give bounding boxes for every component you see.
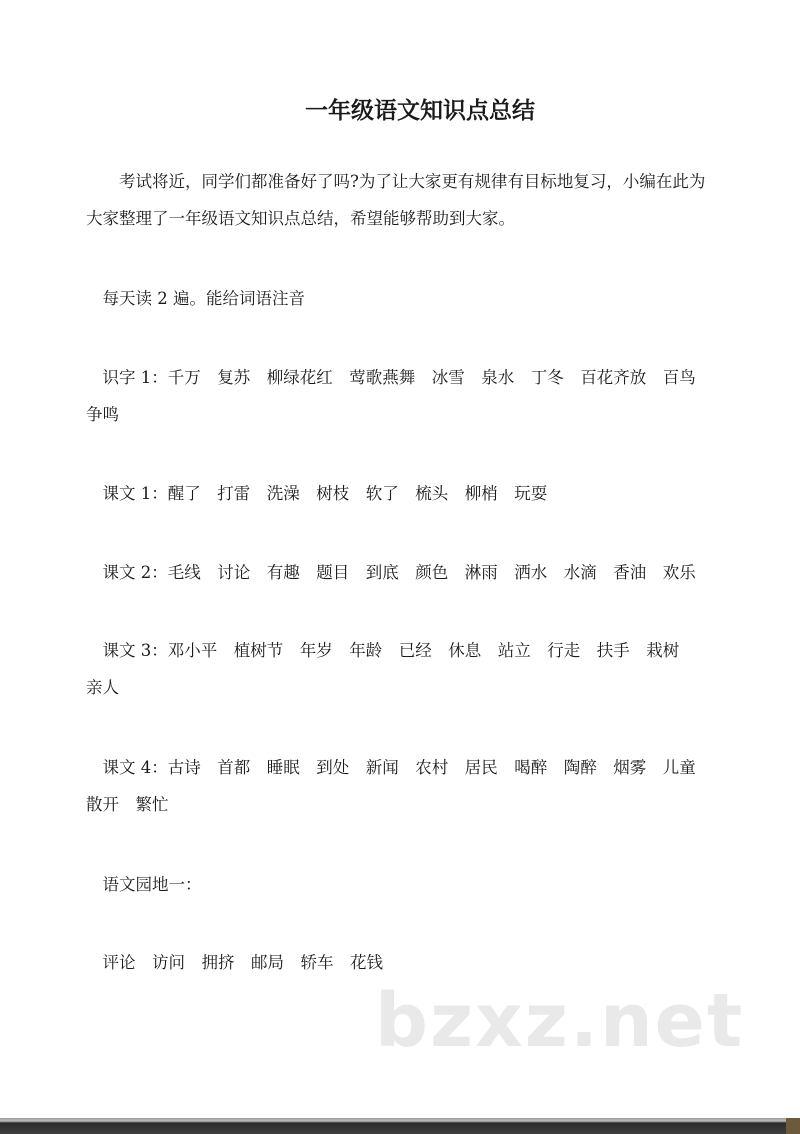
- paragraph-kewen-4: 课文 4：古诗 首都 睡眠 到处 新闻 农村 居民 喝醉 陶醉 烟雾 儿童 散开 繁忙: [86, 758, 713, 814]
- document-title: 一年级语文知识点总结: [305, 98, 535, 124]
- paragraph-daily-reading: 每天读 2 遍。能给词语注音: [86, 289, 305, 308]
- paragraph-kewen-1: 课文 1：醒了 打雷 洗澡 树枝 软了 梳头 柳梢 玩耍: [86, 484, 548, 503]
- paragraph-word-list: 评论 访问 拥挤 邮局 轿车 花钱: [86, 953, 383, 972]
- bottom-border-bar: [0, 1118, 800, 1134]
- intro-paragraph: 考试将近，同学们都准备好了吗?为了让大家更有规律有目标地复习，小编在此为大家整理了一年级语文知识点总结，希望能够帮助到大家。: [86, 172, 706, 228]
- bottom-corner-edge: [786, 1118, 800, 1134]
- watermark: bzxz.net: [375, 978, 745, 1064]
- paragraph-yuwen-yuandi: 语文园地一：: [86, 875, 202, 894]
- paragraph-shizi-1: 识字 1：千万 复苏 柳绿花红 莺歌燕舞 冰雪 泉水 丁冬 百花齐放 百鸟争鸣: [86, 368, 696, 424]
- paragraph-kewen-3: 课文 3：邓小平 植树节 年岁 年龄 已经 休息 站立 行走 扶手 栽树 亲人: [86, 641, 696, 697]
- paragraph-kewen-2: 课文 2：毛线 讨论 有趣 题目 到底 颜色 淋雨 洒水 水滴 香油 欢乐: [86, 563, 696, 582]
